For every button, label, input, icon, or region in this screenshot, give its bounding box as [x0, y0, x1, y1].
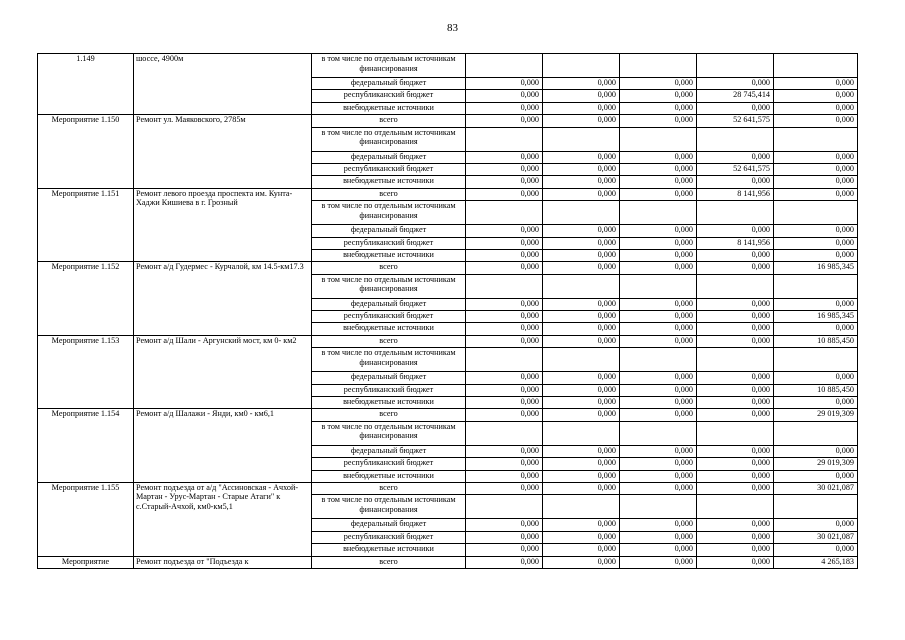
amount-cell: 8 141,956: [697, 188, 774, 200]
funding-source: республиканский бюджет: [312, 531, 466, 543]
amount-cell: [543, 348, 620, 372]
amount-cell: 0,000: [466, 311, 543, 323]
amount-cell: 0,000: [543, 249, 620, 261]
amount-cell: 0,000: [620, 102, 697, 114]
amount-cell: [774, 201, 858, 225]
amount-cell: 0,000: [466, 151, 543, 163]
amount-cell: 52 641,575: [697, 163, 774, 175]
amount-cell: 0,000: [466, 335, 543, 347]
amount-cell: 0,000: [774, 188, 858, 200]
amount-cell: 0,000: [774, 323, 858, 335]
amount-cell: 0,000: [620, 458, 697, 470]
amount-cell: [697, 421, 774, 445]
amount-cell: [620, 54, 697, 78]
amount-cell: 0,000: [543, 151, 620, 163]
amount-cell: 8 141,956: [697, 237, 774, 249]
amount-cell: 0,000: [697, 225, 774, 237]
funding-source: внебюджетные источники: [312, 470, 466, 482]
amount-cell: 10 885,450: [774, 335, 858, 347]
amount-cell: [466, 127, 543, 151]
amount-cell: 0,000: [543, 519, 620, 531]
activity-name: Ремонт а/д Шалажи - Янди, км0 - км6,1: [134, 409, 312, 483]
amount-cell: 0,000: [774, 78, 858, 90]
amount-cell: 0,000: [543, 176, 620, 188]
amount-cell: 30 021,087: [774, 531, 858, 543]
amount-cell: [774, 54, 858, 78]
amount-cell: 0,000: [697, 262, 774, 274]
funding-source: всего: [312, 188, 466, 200]
amount-cell: [466, 348, 543, 372]
amount-cell: 0,000: [543, 335, 620, 347]
amount-cell: 0,000: [620, 262, 697, 274]
activity-name: Ремонт ул. Маяковского, 2785м: [134, 115, 312, 189]
activity-code: Мероприятие 1.155: [38, 482, 134, 556]
funding-source: в том числе по отдельным источникам финансирования: [312, 421, 466, 445]
amount-cell: 0,000: [466, 298, 543, 310]
funding-source: федеральный бюджет: [312, 298, 466, 310]
amount-cell: 0,000: [620, 482, 697, 494]
amount-cell: 0,000: [697, 311, 774, 323]
amount-cell: 0,000: [774, 225, 858, 237]
funding-source: внебюджетные источники: [312, 176, 466, 188]
amount-cell: 0,000: [466, 225, 543, 237]
amount-cell: 0,000: [697, 531, 774, 543]
amount-cell: 0,000: [774, 151, 858, 163]
amount-cell: [620, 348, 697, 372]
amount-cell: 0,000: [466, 372, 543, 384]
amount-cell: 0,000: [774, 115, 858, 127]
amount-cell: 0,000: [543, 311, 620, 323]
amount-cell: 0,000: [774, 102, 858, 114]
funding-source: федеральный бюджет: [312, 78, 466, 90]
amount-cell: 0,000: [697, 544, 774, 556]
amount-cell: 29 019,309: [774, 458, 858, 470]
funding-source: республиканский бюджет: [312, 458, 466, 470]
amount-cell: 0,000: [543, 544, 620, 556]
amount-cell: [620, 127, 697, 151]
amount-cell: 0,000: [620, 372, 697, 384]
amount-cell: 0,000: [620, 225, 697, 237]
amount-cell: 0,000: [543, 445, 620, 457]
amount-cell: 0,000: [466, 544, 543, 556]
amount-cell: 0,000: [697, 458, 774, 470]
amount-cell: 0,000: [543, 237, 620, 249]
amount-cell: [697, 127, 774, 151]
amount-cell: 0,000: [620, 397, 697, 409]
amount-cell: 0,000: [543, 323, 620, 335]
amount-cell: 0,000: [543, 384, 620, 396]
budget-table: [37, 53, 858, 569]
amount-cell: 0,000: [543, 409, 620, 421]
amount-cell: 0,000: [466, 519, 543, 531]
amount-cell: 0,000: [620, 298, 697, 310]
amount-cell: 0,000: [466, 115, 543, 127]
amount-cell: 0,000: [620, 323, 697, 335]
funding-source: федеральный бюджет: [312, 225, 466, 237]
amount-cell: 0,000: [543, 78, 620, 90]
amount-cell: 0,000: [543, 531, 620, 543]
amount-cell: 0,000: [697, 323, 774, 335]
amount-cell: [620, 421, 697, 445]
amount-cell: 0,000: [466, 249, 543, 261]
activity-code: Мероприятие 1.151: [38, 188, 134, 262]
activity-name: Ремонт подъезда от "Подъезда к: [134, 556, 312, 568]
amount-cell: 0,000: [620, 249, 697, 261]
amount-cell: 0,000: [543, 90, 620, 102]
amount-cell: [543, 201, 620, 225]
amount-cell: [620, 201, 697, 225]
amount-cell: 0,000: [697, 151, 774, 163]
amount-cell: 0,000: [697, 445, 774, 457]
amount-cell: 0,000: [466, 458, 543, 470]
table-row: [38, 262, 858, 274]
amount-cell: 0,000: [774, 372, 858, 384]
funding-source: федеральный бюджет: [312, 151, 466, 163]
amount-cell: [543, 274, 620, 298]
activity-name: Ремонт левого проезда проспекта им. Кунта-Хаджи Кишиева в г. Грозный: [134, 188, 312, 262]
amount-cell: 0,000: [697, 470, 774, 482]
amount-cell: 0,000: [466, 384, 543, 396]
funding-source: всего: [312, 556, 466, 568]
activity-code: Мероприятие: [38, 556, 134, 568]
amount-cell: 0,000: [697, 556, 774, 568]
amount-cell: 0,000: [620, 470, 697, 482]
amount-cell: [466, 274, 543, 298]
funding-source: всего: [312, 409, 466, 421]
amount-cell: 16 985,345: [774, 262, 858, 274]
amount-cell: 0,000: [466, 323, 543, 335]
activity-code: Мероприятие 1.152: [38, 262, 134, 336]
amount-cell: [466, 54, 543, 78]
amount-cell: 4 265,183: [774, 556, 858, 568]
amount-cell: [466, 421, 543, 445]
amount-cell: 0,000: [774, 298, 858, 310]
amount-cell: [466, 495, 543, 519]
amount-cell: 0,000: [543, 470, 620, 482]
amount-cell: 0,000: [620, 90, 697, 102]
amount-cell: 0,000: [543, 262, 620, 274]
funding-source: республиканский бюджет: [312, 384, 466, 396]
amount-cell: 0,000: [620, 519, 697, 531]
activity-name: Ремонт подъезда от а/д "Ассиновская - Ачхой-Мартан - Урус-Мартан - Старые Атаги" к с.Старый-Ачхой, км0-км5,1: [134, 482, 312, 556]
amount-cell: 0,000: [697, 409, 774, 421]
table-row: [38, 54, 858, 78]
amount-cell: [774, 274, 858, 298]
funding-source: федеральный бюджет: [312, 372, 466, 384]
funding-source: внебюджетные источники: [312, 397, 466, 409]
funding-source: всего: [312, 115, 466, 127]
amount-cell: 30 021,087: [774, 482, 858, 494]
funding-source: республиканский бюджет: [312, 311, 466, 323]
table-row: [38, 409, 858, 421]
amount-cell: [543, 54, 620, 78]
amount-cell: [697, 495, 774, 519]
funding-source: в том числе по отдельным источникам финансирования: [312, 127, 466, 151]
amount-cell: 0,000: [543, 372, 620, 384]
amount-cell: 0,000: [466, 78, 543, 90]
amount-cell: 0,000: [620, 335, 697, 347]
amount-cell: [466, 201, 543, 225]
amount-cell: 0,000: [466, 470, 543, 482]
activity-name: Ремонт а/д Шали - Аргунский мост, км 0- км2: [134, 335, 312, 409]
amount-cell: [774, 348, 858, 372]
funding-source: в том числе по отдельным источникам финансирования: [312, 201, 466, 225]
amount-cell: 16 985,345: [774, 311, 858, 323]
amount-cell: 29 019,309: [774, 409, 858, 421]
amount-cell: 0,000: [774, 90, 858, 102]
amount-cell: 0,000: [466, 397, 543, 409]
funding-source: в том числе по отдельным источникам финансирования: [312, 495, 466, 519]
amount-cell: [620, 495, 697, 519]
amount-cell: 0,000: [543, 115, 620, 127]
amount-cell: 0,000: [543, 225, 620, 237]
amount-cell: 0,000: [620, 311, 697, 323]
amount-cell: 0,000: [620, 556, 697, 568]
funding-source: республиканский бюджет: [312, 90, 466, 102]
amount-cell: 0,000: [466, 163, 543, 175]
amount-cell: 0,000: [774, 544, 858, 556]
page-number: 83: [447, 22, 458, 34]
amount-cell: 10 885,450: [774, 384, 858, 396]
activity-code: Мероприятие 1.153: [38, 335, 134, 409]
amount-cell: 0,000: [620, 188, 697, 200]
amount-cell: [543, 127, 620, 151]
amount-cell: 0,000: [543, 397, 620, 409]
amount-cell: [543, 421, 620, 445]
amount-cell: 0,000: [697, 176, 774, 188]
amount-cell: [774, 495, 858, 519]
table-row: [38, 556, 858, 568]
amount-cell: 0,000: [543, 482, 620, 494]
amount-cell: 0,000: [774, 176, 858, 188]
amount-cell: 0,000: [697, 384, 774, 396]
amount-cell: [697, 54, 774, 78]
funding-source: внебюджетные источники: [312, 544, 466, 556]
amount-cell: 0,000: [543, 556, 620, 568]
funding-source: всего: [312, 482, 466, 494]
amount-cell: 0,000: [774, 445, 858, 457]
amount-cell: [697, 274, 774, 298]
amount-cell: 0,000: [466, 90, 543, 102]
amount-cell: 0,000: [697, 298, 774, 310]
amount-cell: 0,000: [466, 482, 543, 494]
amount-cell: 0,000: [466, 176, 543, 188]
funding-source: внебюджетные источники: [312, 102, 466, 114]
activity-name: шоссе, 4900м: [134, 54, 312, 115]
table-row: [38, 482, 858, 494]
amount-cell: 28 745,414: [697, 90, 774, 102]
amount-cell: 0,000: [620, 409, 697, 421]
funding-source: в том числе по отдельным источникам финансирования: [312, 348, 466, 372]
amount-cell: 0,000: [620, 544, 697, 556]
amount-cell: 0,000: [543, 298, 620, 310]
amount-cell: 0,000: [774, 519, 858, 531]
amount-cell: 0,000: [466, 102, 543, 114]
amount-cell: 0,000: [466, 409, 543, 421]
amount-cell: 0,000: [466, 262, 543, 274]
amount-cell: [774, 127, 858, 151]
table-row: [38, 115, 858, 127]
funding-source: федеральный бюджет: [312, 445, 466, 457]
amount-cell: 0,000: [774, 237, 858, 249]
funding-source: в том числе по отдельным источникам финансирования: [312, 54, 466, 78]
funding-source: внебюджетные источники: [312, 323, 466, 335]
amount-cell: 0,000: [620, 531, 697, 543]
funding-source: внебюджетные источники: [312, 249, 466, 261]
amount-cell: 52 641,575: [697, 115, 774, 127]
amount-cell: 0,000: [697, 78, 774, 90]
amount-cell: 0,000: [697, 397, 774, 409]
amount-cell: [543, 495, 620, 519]
activity-name: Ремонт а/д Гудермес - Курчалой, км 14.5-км17.3: [134, 262, 312, 336]
table-row: [38, 335, 858, 347]
amount-cell: 0,000: [697, 519, 774, 531]
amount-cell: 0,000: [697, 482, 774, 494]
amount-cell: 0,000: [697, 102, 774, 114]
amount-cell: 0,000: [466, 531, 543, 543]
amount-cell: 0,000: [774, 397, 858, 409]
funding-source: в том числе по отдельным источникам финансирования: [312, 274, 466, 298]
amount-cell: 0,000: [620, 445, 697, 457]
amount-cell: 0,000: [466, 237, 543, 249]
activity-code: Мероприятие 1.150: [38, 115, 134, 189]
funding-source: федеральный бюджет: [312, 519, 466, 531]
amount-cell: 0,000: [466, 445, 543, 457]
amount-cell: 0,000: [543, 102, 620, 114]
amount-cell: 0,000: [697, 249, 774, 261]
funding-source: всего: [312, 335, 466, 347]
funding-source: республиканский бюджет: [312, 163, 466, 175]
amount-cell: 0,000: [774, 249, 858, 261]
amount-cell: 0,000: [620, 115, 697, 127]
amount-cell: 0,000: [620, 237, 697, 249]
amount-cell: 0,000: [543, 163, 620, 175]
amount-cell: [774, 421, 858, 445]
amount-cell: 0,000: [620, 163, 697, 175]
amount-cell: 0,000: [697, 335, 774, 347]
activity-code: Мероприятие 1.154: [38, 409, 134, 483]
amount-cell: 0,000: [620, 151, 697, 163]
amount-cell: 0,000: [774, 470, 858, 482]
amount-cell: [697, 201, 774, 225]
funding-source: республиканский бюджет: [312, 237, 466, 249]
amount-cell: 0,000: [774, 163, 858, 175]
amount-cell: 0,000: [466, 188, 543, 200]
amount-cell: 0,000: [543, 458, 620, 470]
amount-cell: 0,000: [620, 78, 697, 90]
activity-code: 1.149: [38, 54, 134, 115]
table-row: [38, 188, 858, 200]
amount-cell: 0,000: [697, 372, 774, 384]
amount-cell: 0,000: [466, 556, 543, 568]
amount-cell: [697, 348, 774, 372]
amount-cell: 0,000: [620, 384, 697, 396]
funding-source: всего: [312, 262, 466, 274]
amount-cell: [620, 274, 697, 298]
amount-cell: 0,000: [620, 176, 697, 188]
amount-cell: 0,000: [543, 188, 620, 200]
